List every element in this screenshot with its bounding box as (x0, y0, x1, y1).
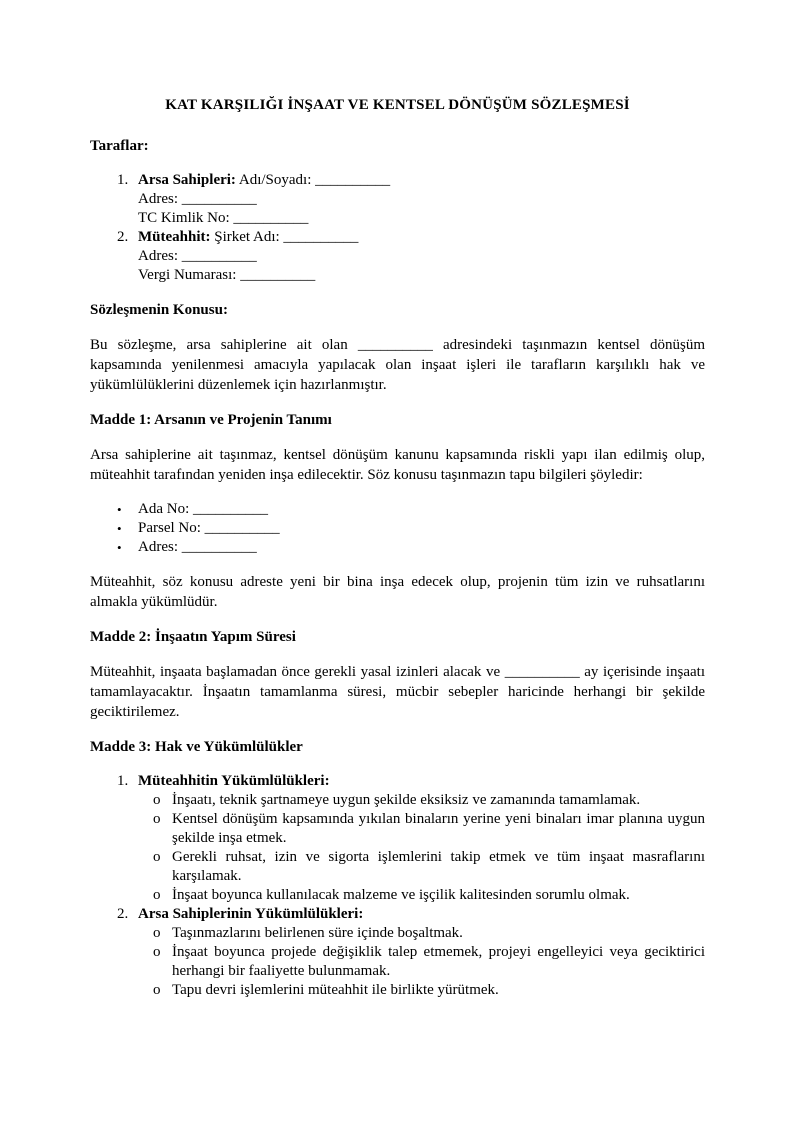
group-label: Arsa Sahiplerinin Yükümlülükleri: (138, 906, 364, 922)
obligation-group-1-header (90, 772, 705, 791)
paragraph-text: Bu sözleşme, arsa sahiplerine ait olan (90, 337, 348, 353)
field-label: Adres: (138, 539, 178, 555)
sub-bullet-icon: o (153, 887, 161, 903)
subject-paragraph (90, 335, 705, 395)
parties-heading: Taraflar: (90, 138, 149, 154)
paragraph-text: adresindeki taşınmazın kentsel dönüşüm kapsamında yenilenmesi amacıyla yapılacak olan inşaat işleri ile tarafların karşılıklı hak ve yükümlülüklerini düzenlemek için hazırlanmıştır. (90, 337, 706, 393)
article1-heading: Madde 1: Arsanın ve Projenin Tanımı (90, 412, 332, 428)
blank-field: __________ (315, 172, 391, 188)
indent-spacer (90, 247, 138, 266)
obligation-text: İnşaatı, teknik şartnameye uygun şekilde eksiksiz ve zamanında tamamlamak. (172, 792, 641, 808)
party-label: Müteahhit: (138, 229, 211, 245)
list-item-ada-no (90, 500, 705, 519)
bullet-icon: • (117, 502, 122, 517)
party-line (138, 247, 705, 266)
sub-bullet-icon: o (153, 811, 161, 827)
obligation-item (90, 810, 705, 848)
group-label-line (138, 905, 705, 924)
party-line (138, 190, 705, 209)
obligation-item (90, 924, 705, 943)
party-label: Arsa Sahipleri: (138, 172, 236, 188)
obligations-list (90, 772, 705, 1000)
subject-heading: Sözleşmenin Konusu: (90, 302, 228, 318)
field-label: Adı/Soyadı: (238, 172, 312, 188)
sub-bullet-icon: o (153, 792, 161, 808)
indent-spacer (90, 190, 138, 209)
list-item-party-1-address (90, 190, 705, 209)
blank-field: __________ (357, 337, 433, 353)
obligation-text: İnşaat boyunca kullanılacak malzeme ve işçilik kalitesinden sorumlu olmak. (172, 887, 630, 903)
blank-field: __________ (283, 229, 359, 245)
group-label: Müteahhitin Yükümlülükleri: (138, 773, 330, 789)
bullet-line (138, 500, 705, 519)
obligation-group-2-header (90, 905, 705, 924)
obligation-item (90, 943, 705, 981)
field-label: Adres: (138, 248, 178, 264)
obligation-item (90, 791, 705, 810)
bullet-line (138, 538, 705, 557)
party-line (138, 209, 705, 228)
paragraph-text: Müteahhit, inşaata başlamadan önce gerekli yasal izinleri alacak ve (90, 664, 501, 680)
sub-bullet-icon: o (153, 944, 161, 960)
obligation-text: İnşaat boyunca projede değişiklik talep etmemek, projeyi engelleyici veya geciktirici herhangi bir faaliyette bulunmamak. (172, 944, 705, 979)
party-line (138, 228, 705, 247)
list-item-parsel-no (90, 519, 705, 538)
field-label: Ada No: (138, 501, 190, 517)
sub-bullet-icon: o (153, 849, 161, 865)
list-number: 1. (117, 172, 129, 188)
blank-field: __________ (181, 191, 257, 207)
party-line (138, 266, 705, 285)
list-item-party-1-id (90, 209, 705, 228)
indent-spacer (90, 209, 138, 228)
bullet-icon: • (117, 540, 122, 555)
obligation-item (90, 886, 705, 905)
obligation-text: Taşınmazlarını belirlenen süre içinde boşaltmak. (172, 925, 463, 941)
blank-field: __________ (240, 267, 316, 283)
field-label: Şirket Adı: (214, 229, 280, 245)
article1-closing-paragraph: Müteahhit, söz konusu adreste yeni bir bina inşa edecek olup, projenin tüm izin ve ruhsatlarını almakla yükümlüdür. (90, 574, 705, 610)
obligation-item (90, 981, 705, 1000)
sub-bullet-icon: o (153, 925, 161, 941)
obligation-text: Tapu devri işlemlerini müteahhit ile birlikte yürütmek. (172, 982, 499, 998)
bullet-line (138, 519, 705, 538)
list-number: 1. (117, 773, 129, 789)
list-item-party-2-tax (90, 266, 705, 285)
list-item-party-1 (90, 171, 705, 190)
list-item-party-2-address (90, 247, 705, 266)
group-label-line (138, 772, 705, 791)
article2-heading: Madde 2: İnşaatın Yapım Süresi (90, 629, 296, 645)
paragraph-text: ay içerisinde inşaatı tamamlayacaktır. İnşaatın tamamlanma süresi, mücbir sebepler haricinde herhangi bir şekilde geciktirilemez. (90, 664, 706, 720)
list-number: 2. (117, 229, 129, 245)
list-item-party-2 (90, 228, 705, 247)
party-line (138, 171, 705, 190)
article3-heading: Madde 3: Hak ve Yükümlülükler (90, 739, 303, 755)
indent-spacer (90, 266, 138, 285)
blank-field: __________ (181, 539, 257, 555)
blank-field: __________ (193, 501, 268, 517)
blank-field: __________ (181, 248, 257, 264)
blank-field: __________ (504, 664, 580, 680)
field-label: TC Kimlik No: (138, 210, 230, 226)
obligation-text: Kentsel dönüşüm kapsamında yıkılan binaların yerine yeni binaları imar planına uygun şekilde inşa etmek. (172, 811, 705, 846)
field-label: Adres: (138, 191, 178, 207)
blank-field: __________ (204, 520, 280, 536)
field-label: Parsel No: (138, 520, 201, 536)
article1-paragraph: Arsa sahiplerine ait taşınmaz, kentsel dönüşüm kanunu kapsamında riskli yapı ilan edilmiş olup, müteahhit tarafından yeniden inşa edilecektir. Söz konusu taşınmazın tapu bilgileri şöyledir: (90, 447, 705, 483)
obligation-text: Gerekli ruhsat, izin ve sigorta işlemlerini takip etmek ve tüm inşaat masraflarını karşılamak. (172, 849, 705, 884)
sub-bullet-icon: o (153, 982, 161, 998)
blank-field: __________ (233, 210, 309, 226)
obligation-item (90, 848, 705, 886)
document-title: KAT KARŞILIĞI İNŞAAT VE KENTSEL DÖNÜŞÜM SÖZLEŞMESİ (165, 97, 630, 113)
list-number: 2. (117, 906, 129, 922)
field-label: Vergi Numarası: (138, 267, 237, 283)
deed-bullet-list (90, 500, 705, 557)
list-item-adres (90, 538, 705, 557)
parties-list (90, 171, 705, 285)
article2-paragraph (90, 662, 705, 722)
bullet-icon: • (117, 521, 122, 536)
